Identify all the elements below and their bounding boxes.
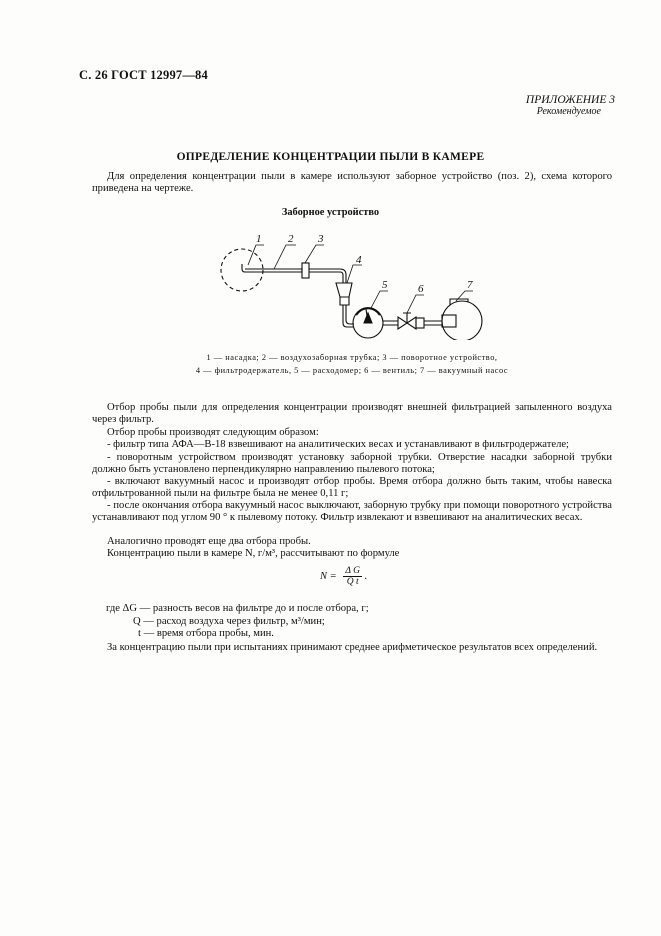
paragraph-6: - после окончания отбора вакуумный насос выключают, заборную трубку при помощи поворотного устройства устанавливают под углом 90 ° к пылевому потоку. Фильтр извлекают и взвешивают на аналитических весах. [92, 500, 612, 524]
definitions [106, 603, 369, 641]
callout-3: 3 [318, 233, 324, 245]
formula-numerator: Δ G [345, 566, 360, 576]
definition-delta-g: где ΔG — разность весов на фильтре до и после отбора, г; [106, 603, 369, 614]
figure-caption [92, 352, 612, 377]
callout-4: 4 [356, 254, 362, 266]
intake-tube [245, 269, 302, 272]
paragraph-1: Отбор пробы пыли для определения концентрации производят внешней фильтрацией запыленного воздуха через фильтр. [92, 402, 612, 426]
caption-line-1: 1 — насадка; 2 — воздухозаборная трубка; 3 — поворотное устройство, [206, 353, 498, 362]
paragraph-2: Отбор пробы производят следующим образом: [107, 427, 319, 438]
callout-7: 7 [467, 279, 473, 291]
formula [320, 566, 367, 587]
appendix-label: ПРИЛОЖЕНИЕ 3 [525, 94, 615, 106]
callout-6: 6 [418, 283, 424, 295]
caption-line-2: 4 — фильтродержатель, 5 — расходомер; 6 — вентиль; 7 — вакуумный насос [195, 365, 509, 375]
paragraph-9: За концентрацию пыли при испытаниях принимают среднее арифметическое результатов всех определений. [107, 642, 598, 653]
appendix-block [526, 94, 615, 118]
vacuum-pump [442, 301, 482, 340]
nozzle [242, 264, 302, 272]
paragraph-8: Концентрацию пыли в камере N, г/м³, рассчитывают по формуле [107, 548, 400, 559]
definition-t: t — время отбора пробы, мин. [138, 628, 274, 640]
page-header: С. 26 ГОСТ 12997—84 [79, 68, 208, 82]
paragraph-5: - включают вакуумный насос и производят отбор пробы. Время отбора должно быть таким, чтобы навеска отфильтрованной пыли на фильтре была не менее 0,11 г; [92, 476, 612, 500]
callout-1: 1 [256, 233, 262, 245]
paragraph-4: - поворотным устройством производят установку заборной трубки. Отверстие насадки заборной трубки должно быть установлено перпендикулярно направлению пылевого потока; [92, 452, 612, 476]
rotary-device [302, 263, 309, 278]
formula-fraction [343, 566, 362, 587]
filter-holder [336, 283, 352, 297]
formula-denominator: Q t [346, 577, 359, 587]
paragraph-7: Аналогично проводят еще два отбора пробы. [107, 536, 311, 547]
section-title: ОПРЕДЕЛЕНИЕ КОНЦЕНТРАЦИИ ПЫЛИ В КАМЕРЕ [176, 151, 485, 163]
paragraph-3: - фильтр типа АФА—В-18 взвешивают на аналитических весах и устанавливают в фильтродержателе; [107, 439, 569, 450]
definition-q: Q — расход воздуха через фильтр, м³/мин; [133, 615, 325, 627]
tube-bend [309, 269, 346, 283]
intro-paragraph: Для определения концентрации пыли в камере используют заборное устройство (поз. 2), схема которого приведена на чертеже. [92, 171, 612, 195]
figure-title: Заборное устройство [281, 207, 380, 218]
callout-2: 2 [288, 233, 294, 245]
formula-lhs: N = [320, 570, 337, 582]
sampling-device-diagram [206, 225, 496, 340]
callout-5: 5 [382, 279, 388, 291]
formula-end: . [364, 570, 368, 582]
appendix-status: Рекомендуемое [536, 106, 601, 117]
